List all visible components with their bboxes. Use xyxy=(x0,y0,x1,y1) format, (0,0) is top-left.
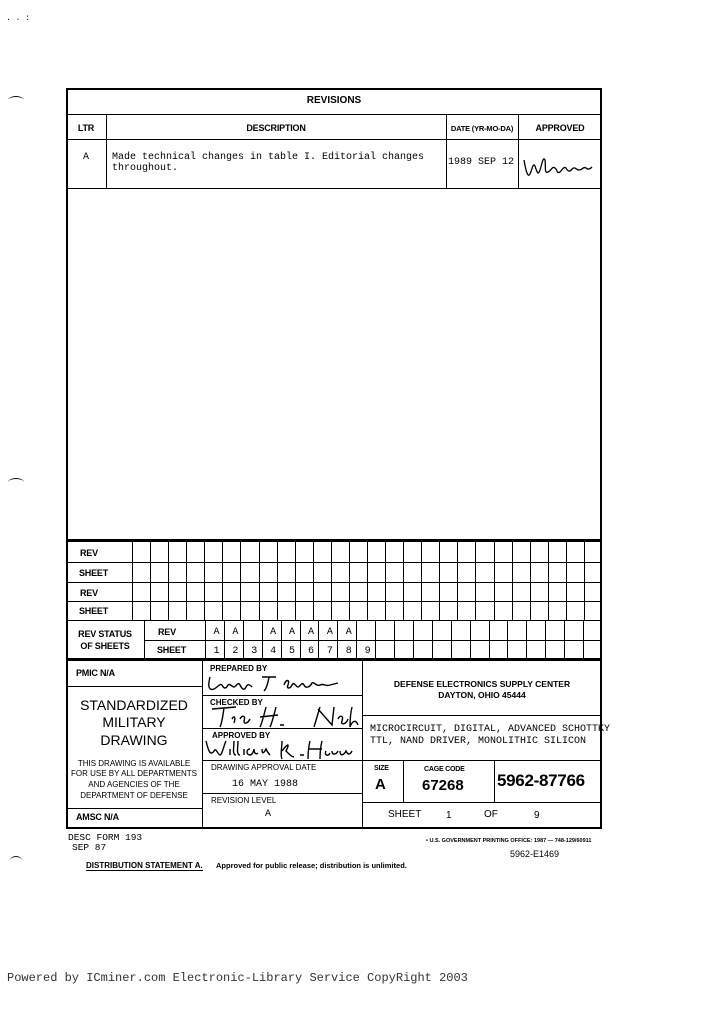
drawing-number: 5962-87766 xyxy=(497,771,585,790)
sheet-label: SHEET xyxy=(79,606,109,616)
approval-date-label: DRAWING APPROVAL DATE xyxy=(211,763,317,772)
device-title: TTL, NAND DRIVER, MONOLITHIC SILICON xyxy=(370,736,587,747)
sheet-number-cell: 9 xyxy=(364,646,371,657)
grid-column-line xyxy=(259,540,260,620)
grid-column-line xyxy=(584,540,585,620)
of-label: OF xyxy=(484,809,498,820)
approved-by-signature xyxy=(204,737,354,766)
grid-column-line xyxy=(403,540,404,620)
sheet-total: 9 xyxy=(534,810,540,821)
grid-column-line xyxy=(489,620,490,660)
grid-column-line xyxy=(470,620,471,660)
binding-mark xyxy=(8,478,24,487)
grid-column-line xyxy=(222,540,223,620)
sheet-number-cell: 3 xyxy=(251,646,258,657)
sheet-number-cell: 6 xyxy=(307,646,314,657)
distribution-text: Approved for public release; distribution is unlimited. xyxy=(216,861,407,870)
agency-address: DAYTON, OHIO 45444 xyxy=(438,690,526,700)
form-date: SEP 87 xyxy=(72,842,107,853)
rev-label: REV xyxy=(80,548,98,558)
sheet-number: 1 xyxy=(446,810,452,821)
grid-column-line xyxy=(548,540,549,620)
rev-status-label: REV STATUS xyxy=(78,629,132,639)
grid-column-line xyxy=(432,620,433,660)
grid-column-line xyxy=(564,620,565,660)
drawing-title: DRAWING xyxy=(100,732,168,748)
grid-column-line xyxy=(475,540,476,620)
rev-label: REV xyxy=(80,588,98,598)
grid-column-line xyxy=(168,540,169,620)
sheet-row-label: SHEET xyxy=(157,645,187,655)
grid-column-line xyxy=(367,540,368,620)
grid-column-line xyxy=(530,540,531,620)
grid-column-line xyxy=(566,540,567,620)
grid-column-line xyxy=(331,540,332,620)
revision-date: 1989 SEP 12 xyxy=(448,157,515,168)
rev-letter-cell: A xyxy=(326,627,333,638)
binding-mark xyxy=(10,856,22,865)
grid-column-line xyxy=(385,540,386,620)
availability-note: AND AGENCIES OF THE xyxy=(88,780,180,789)
grid-column-line xyxy=(277,540,278,620)
rev-letter-cell: A xyxy=(289,627,296,638)
of-sheets-label: OF SHEETS xyxy=(80,641,130,651)
grid-column-line xyxy=(439,540,440,620)
grid-column-line xyxy=(394,620,395,660)
sheet-number-cell: 8 xyxy=(345,646,352,657)
revision-approver-signature xyxy=(522,152,594,189)
grid-column-line xyxy=(349,540,350,620)
grid-column-line xyxy=(186,540,187,620)
grid-column-line xyxy=(240,540,241,620)
drawing-title: MILITARY xyxy=(102,714,166,730)
availability-note: THIS DRAWING IS AVAILABLE xyxy=(77,759,191,768)
revision-description: Made technical changes in table I. Editorial changes xyxy=(112,152,425,163)
revision-level-label: REVISION LEVEL xyxy=(211,796,277,805)
prepared-by-label: PREPARED BY xyxy=(210,664,268,673)
pmic-label: PMIC N/A xyxy=(76,668,115,678)
revision-level-value: A xyxy=(265,809,272,820)
grid-column-line xyxy=(507,620,508,660)
powered-by-banner: Powered by ICminer.com Electronic-Library Service CopyRight 2003 xyxy=(7,971,468,985)
binding-mark xyxy=(8,96,24,105)
approval-date-value: 16 MAY 1988 xyxy=(232,779,299,790)
sheet-status-grid xyxy=(66,540,602,660)
col-description-header: DESCRIPTION xyxy=(246,123,306,133)
agency-name: DEFENSE ELECTRONICS SUPPLY CENTER xyxy=(393,679,571,689)
sheet-number-cell: 5 xyxy=(289,646,296,657)
prepared-by-signature xyxy=(206,673,346,700)
sheet-label: SHEET xyxy=(388,809,422,820)
cage-code-value: 67268 xyxy=(422,777,464,794)
approved-by-label: APPROVED BY xyxy=(212,731,271,740)
rev-letter-cell: A xyxy=(307,627,314,638)
grid-column-line xyxy=(313,540,314,620)
col-ltr-header: LTR xyxy=(77,123,95,133)
grid-column-line xyxy=(512,540,513,620)
grid-column-line xyxy=(457,540,458,620)
rev-letter-cell: A xyxy=(270,627,277,638)
grid-column-line xyxy=(494,540,495,620)
grid-column-line xyxy=(526,620,527,660)
grid-column-line xyxy=(413,620,414,660)
grid-column-line xyxy=(295,540,296,620)
grid-column-line xyxy=(583,620,584,660)
availability-note: FOR USE BY ALL DEPARTMENTS xyxy=(71,769,197,778)
grid-column-line xyxy=(451,620,452,660)
device-title: MICROCIRCUIT, DIGITAL, ADVANCED SCHOTTKY xyxy=(370,724,611,735)
sheet-label: SHEET xyxy=(79,568,109,578)
col-date-header: DATE (YR-MO-DA) xyxy=(450,124,514,133)
cage-code-label: CAGE CODE xyxy=(424,766,465,773)
col-approved-header: APPROVED xyxy=(535,123,585,133)
drawing-title: STANDARDIZED xyxy=(80,697,188,713)
revision-description-cont: throughout. xyxy=(112,163,179,174)
sheet-number-cell: 7 xyxy=(326,646,333,657)
sheet-number-cell: 4 xyxy=(270,646,277,657)
sheet-number-cell: 2 xyxy=(232,646,239,657)
availability-note: DEPARTMENT OF DEFENSE xyxy=(80,791,188,800)
rev-letter-cell: A xyxy=(213,627,220,638)
grid-column-line xyxy=(421,540,422,620)
corner-marks: . . : xyxy=(6,14,31,23)
checked-by-label: CHECKED BY xyxy=(210,698,263,707)
gpo-note: • U.S. GOVERNMENT PRINTING OFFICE: 1987 — 748-129/60911 xyxy=(426,838,592,844)
size-label: SIZE xyxy=(374,765,389,772)
grid-column-line xyxy=(150,540,151,620)
revisions-title: REVISIONS xyxy=(306,95,362,106)
amsc-label: AMSC N/A xyxy=(76,812,119,822)
form-number: DESC FORM 193 xyxy=(68,832,143,843)
grid-column-line xyxy=(204,540,205,620)
rev-letter-cell: A xyxy=(345,627,352,638)
rev-row-label: REV xyxy=(158,627,176,637)
rev-letter-cell: A xyxy=(232,627,239,638)
revision-letter: A xyxy=(82,152,89,163)
checked-by-signature xyxy=(210,703,360,734)
sheet-number-cell: 1 xyxy=(213,646,220,657)
document-code: 5962-E1469 xyxy=(510,849,560,859)
grid-column-line xyxy=(545,620,546,660)
distribution-label: DISTRIBUTION STATEMENT A. xyxy=(86,861,203,870)
size-value: A xyxy=(375,776,386,793)
